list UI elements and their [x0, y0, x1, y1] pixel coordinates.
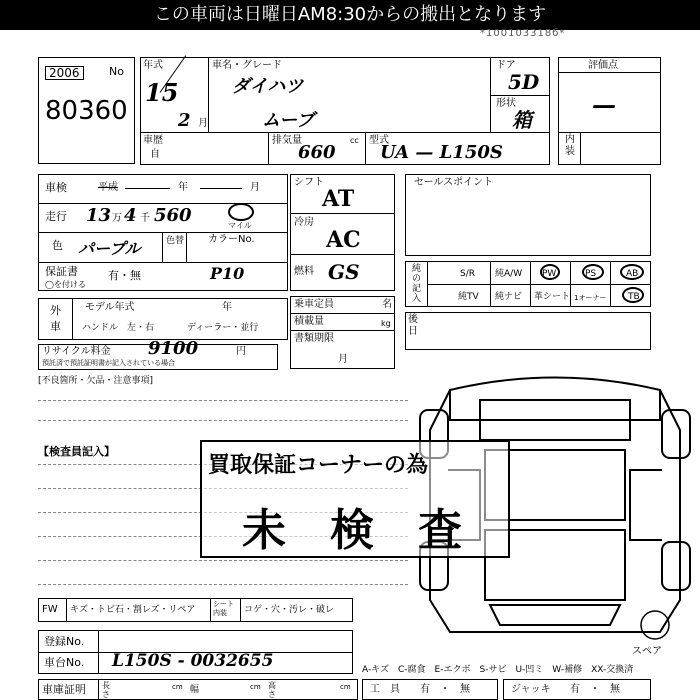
hw-shape: 箱	[512, 108, 532, 132]
naga-cm: cm	[172, 683, 183, 691]
shorui-month-label: 月	[338, 354, 348, 365]
shashu-label: 車歴	[143, 135, 163, 146]
kisou-label: 純 の 記 入	[412, 264, 422, 304]
shaken-year-label: 年	[178, 182, 188, 193]
month-unit: 月	[198, 118, 208, 129]
reibo-label: 冷房	[294, 217, 314, 228]
yen-label: 円	[236, 346, 246, 357]
sen-label: 千	[140, 213, 150, 224]
mark-note: ◯を付ける	[45, 280, 86, 289]
opt-sr[interactable]: S/R	[460, 269, 475, 279]
naga-label: 長さ	[102, 681, 110, 699]
lot-number: 80360	[45, 96, 128, 126]
jika-label: 自	[150, 149, 160, 160]
model-year-label: モデル年式	[85, 302, 135, 313]
opt-navi[interactable]: 純ナビ	[495, 292, 523, 302]
heisei-label: 平成	[98, 182, 118, 193]
toroku-label: 登録No.	[44, 635, 85, 648]
handle-label: ハンドル 左・右	[82, 323, 155, 333]
hw-model: ムーブ	[262, 110, 315, 131]
irokae-label: 色替	[166, 236, 185, 246]
gaisha-label: 外 車	[50, 304, 61, 333]
shamei-label: 車名・グレード	[212, 60, 282, 71]
lot-box	[38, 57, 135, 164]
opt-ab[interactable]: AB	[626, 269, 639, 279]
hw-rating: —	[592, 90, 616, 119]
hw-fuel: GS	[328, 260, 360, 284]
shorui-label: 書類期限	[294, 333, 334, 344]
hw-color-no: P10	[210, 264, 245, 283]
shadai-label: 車台No.	[44, 656, 85, 669]
hw-cc: 660	[298, 142, 336, 163]
seat-naiso-label: シート 内装	[213, 600, 234, 617]
not-inspected-stamp	[200, 440, 510, 558]
kensa-label: 【検査員記入】	[38, 445, 115, 458]
door-label: ドア	[496, 60, 516, 71]
recycle-label: リサイクル料金	[42, 346, 111, 357]
fw-text: キズ・トビ石・割レズ・リペア	[70, 605, 196, 615]
jack-label: ジャッキ	[511, 684, 551, 695]
sales-point-label: セールスポイント	[414, 177, 494, 188]
damage-legend: A-キズ C-腐食 E-エクボ S-サビ U-凹ミ W-補修 XX-交換済	[362, 665, 634, 675]
kogu-ari-nashi: 有 ・ 無	[420, 684, 470, 695]
opt-seat[interactable]: 革シート	[534, 292, 571, 302]
hw-shift: AT	[322, 186, 355, 212]
dealer-label: ディーラー・並行	[187, 323, 259, 333]
teiin-label: 乗車定員	[294, 299, 334, 310]
mile-label: マイル	[228, 221, 252, 230]
takasa-label: 高さ	[268, 681, 276, 699]
opt-pw[interactable]: PW	[542, 269, 557, 279]
hw-doors: 5D	[508, 70, 540, 94]
haba-cm: cm	[250, 683, 261, 691]
hw-km-sen: 4	[124, 205, 137, 226]
later-box	[405, 312, 651, 350]
opt-tb[interactable]: TB	[628, 292, 640, 302]
stamp-line1: 買取保証コーナーの為	[208, 453, 429, 478]
hw-type: UA — L150S	[380, 142, 503, 163]
opt-ps[interactable]: PS	[585, 269, 597, 279]
hw-recycle: 9100	[148, 338, 199, 359]
nenshiki-label: 年式	[143, 60, 163, 71]
hw-maker: ダイハツ	[232, 76, 304, 97]
opt-ps-circle	[582, 264, 604, 280]
takasa-cm: cm	[340, 683, 351, 691]
color-no-label: カラーNo.	[208, 234, 255, 245]
stamp-line2: 未 検 査	[242, 505, 462, 556]
opt-aw[interactable]: 純A/W	[495, 269, 523, 279]
km-circle	[228, 203, 254, 221]
hw-ac: AC	[326, 227, 361, 253]
shape-label: 形状	[496, 98, 516, 109]
katashiki-label: 型式	[369, 135, 389, 146]
hoshosho-label: 保証書	[45, 265, 78, 278]
rating-label: 評価点	[588, 60, 618, 71]
opt-tv[interactable]: 純TV	[458, 292, 479, 302]
jack-ari-nashi: 有 ・ 無	[570, 684, 620, 695]
ari-nashi-label: 有・無	[108, 269, 141, 282]
kg-label: kg	[381, 319, 391, 328]
top-banner: この車両は日曜日AM8:30からの搬出となります	[0, 0, 700, 30]
hw-km-man: 13	[86, 205, 112, 226]
recycle-note: 預託済で預託証明書が記入されている場合	[42, 359, 175, 367]
opt-pw-circle	[540, 264, 560, 280]
hw-year: 15	[145, 78, 179, 107]
shaken-label: 車検	[45, 181, 67, 194]
opt-owner[interactable]: 1オーナー	[574, 294, 607, 302]
man-label: 万	[112, 213, 122, 224]
naigai-label: 内 装	[565, 134, 575, 157]
opt-tb-circle	[622, 287, 644, 303]
import-year-label: 年	[222, 302, 232, 313]
cc-label: cc	[350, 136, 359, 145]
hw-color: パープル	[78, 239, 141, 258]
haikiryo-label: 排気量	[272, 135, 302, 146]
kogu-label: 工 具	[370, 684, 400, 695]
lot-no-label: No	[109, 65, 124, 78]
nenryo-label: 燃料	[294, 266, 314, 277]
opt-ab-circle	[620, 264, 644, 280]
shako-label: 車庫証明	[42, 683, 86, 696]
hw-km-rest: 560	[154, 205, 192, 226]
hw-chassis: L150S - 0032655	[112, 651, 274, 671]
mei-label: 名	[382, 299, 392, 310]
furyou-label: [不良箇所・欠品・注意事項]	[38, 376, 154, 386]
lot-year: 2006	[45, 66, 84, 80]
haba-label: 幅	[190, 685, 200, 695]
sekisai-label: 積載量	[294, 316, 324, 327]
shift-label: シフト	[294, 177, 324, 188]
shaken-month-label: 月	[250, 182, 260, 193]
kouki-label: 後 日	[408, 314, 418, 337]
spare-label: スペア	[632, 646, 662, 657]
soko-label: 走行	[45, 210, 67, 223]
seat-text: コゲ・穴・汚レ・破レ	[244, 605, 335, 615]
hw-month: 2	[178, 110, 191, 131]
barcode-text: *100103318б*	[480, 28, 566, 39]
fw-label: FW	[42, 604, 58, 615]
iro-label: 色	[52, 239, 63, 252]
